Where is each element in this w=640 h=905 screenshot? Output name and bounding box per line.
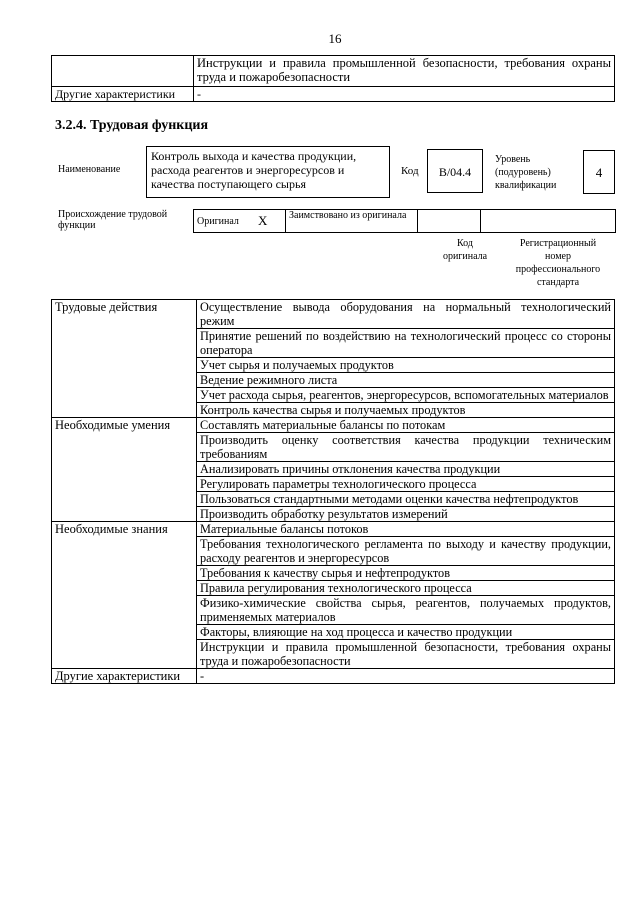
item-cell: Учет расхода сырья, реагентов, энергоресурсов, вспомогательных материалов	[197, 388, 615, 403]
item-cell: Осуществление вывода оборудования на нормальный технологический режим	[197, 300, 615, 329]
origin-label: Происхождение трудовой функции	[58, 209, 168, 231]
level-value: 4	[583, 150, 615, 194]
main-table	[51, 299, 615, 684]
reg-caption: Регистрационный номер профессионального стандарта	[515, 238, 601, 288]
code-caption: Код оригинала	[442, 238, 488, 262]
item-cell: Принятие решений по воздействию на технологический процесс со стороны оператора	[197, 329, 615, 358]
group-label: Трудовые действия	[52, 300, 197, 418]
level-label: Уровень (подуровень) квалификации	[495, 154, 557, 191]
borrowed-label: Заимствовано из оригинала	[286, 210, 418, 233]
item-cell: Ведение режимного листа	[197, 373, 615, 388]
code-value: B/04.4	[427, 149, 483, 193]
item-cell: Правила регулирования технологического процесса	[197, 581, 615, 596]
name-label: Наименование	[58, 164, 121, 175]
origin-table	[193, 209, 616, 233]
item-cell: Регулировать параметры технологического процесса	[197, 477, 615, 492]
top-row-label: Другие характеристики	[52, 87, 194, 102]
item-cell: Производить обработку результатов измерений	[197, 507, 615, 522]
item-cell: Анализировать причины отклонения качества продукции	[197, 462, 615, 477]
item-cell: Учет сырья и получаемых продуктов	[197, 358, 615, 373]
table-row	[52, 522, 615, 537]
item-cell: Производить оценку соответствия качества продукции техническим требованиям	[197, 433, 615, 462]
code-label: Код	[401, 165, 419, 177]
item-cell: Пользоваться стандартными методами оценки качества нефтепродуктов	[197, 492, 615, 507]
item-cell: Требования к качеству сырья и нефтепродуктов	[197, 566, 615, 581]
original-label: Оригинал	[194, 210, 256, 233]
item-cell: Физико-химические свойства сырья, реагентов, получаемых продуктов, применяемых материалов	[197, 596, 615, 625]
original-mark: X	[255, 210, 286, 233]
table-row	[52, 669, 615, 684]
item-cell: Факторы, влияющие на ход процесса и качество продукции	[197, 625, 615, 640]
table-row	[52, 56, 615, 87]
top-row-value: -	[194, 87, 615, 102]
item-cell: Составлять материальные балансы по потокам	[197, 418, 615, 433]
item-cell: Материальные балансы потоков	[197, 522, 615, 537]
top-table	[51, 55, 615, 102]
table-row	[52, 418, 615, 433]
table-row	[52, 300, 615, 329]
item-cell: -	[197, 669, 615, 684]
group-label: Необходимые умения	[52, 418, 197, 522]
page-number: 16	[328, 31, 342, 46]
name-value: Контроль выхода и качества продукции, расхода реагентов и энергоресурсов и качества поступающего сырья	[146, 146, 390, 198]
origin-code-cell	[418, 210, 481, 233]
item-cell: Контроль качества сырья и получаемых продуктов	[197, 403, 615, 418]
origin-reg-cell	[481, 210, 616, 233]
group-label: Необходимые знания	[52, 522, 197, 669]
top-row-value: Инструкции и правила промышленной безопасности, требования охраны труда и пожаробезопасности	[194, 56, 615, 87]
table-row	[52, 87, 615, 102]
item-cell: Требования технологического регламента по выходу и качеству продукции, расходу реагентов и энергоресурсов	[197, 537, 615, 566]
top-row-label	[52, 56, 194, 87]
item-cell: Инструкции и правила промышленной безопасности, требования охраны труда и пожаробезопасности	[197, 640, 615, 669]
group-label: Другие характеристики	[52, 669, 197, 684]
section-title: 3.2.4. Трудовая функция	[55, 118, 209, 133]
